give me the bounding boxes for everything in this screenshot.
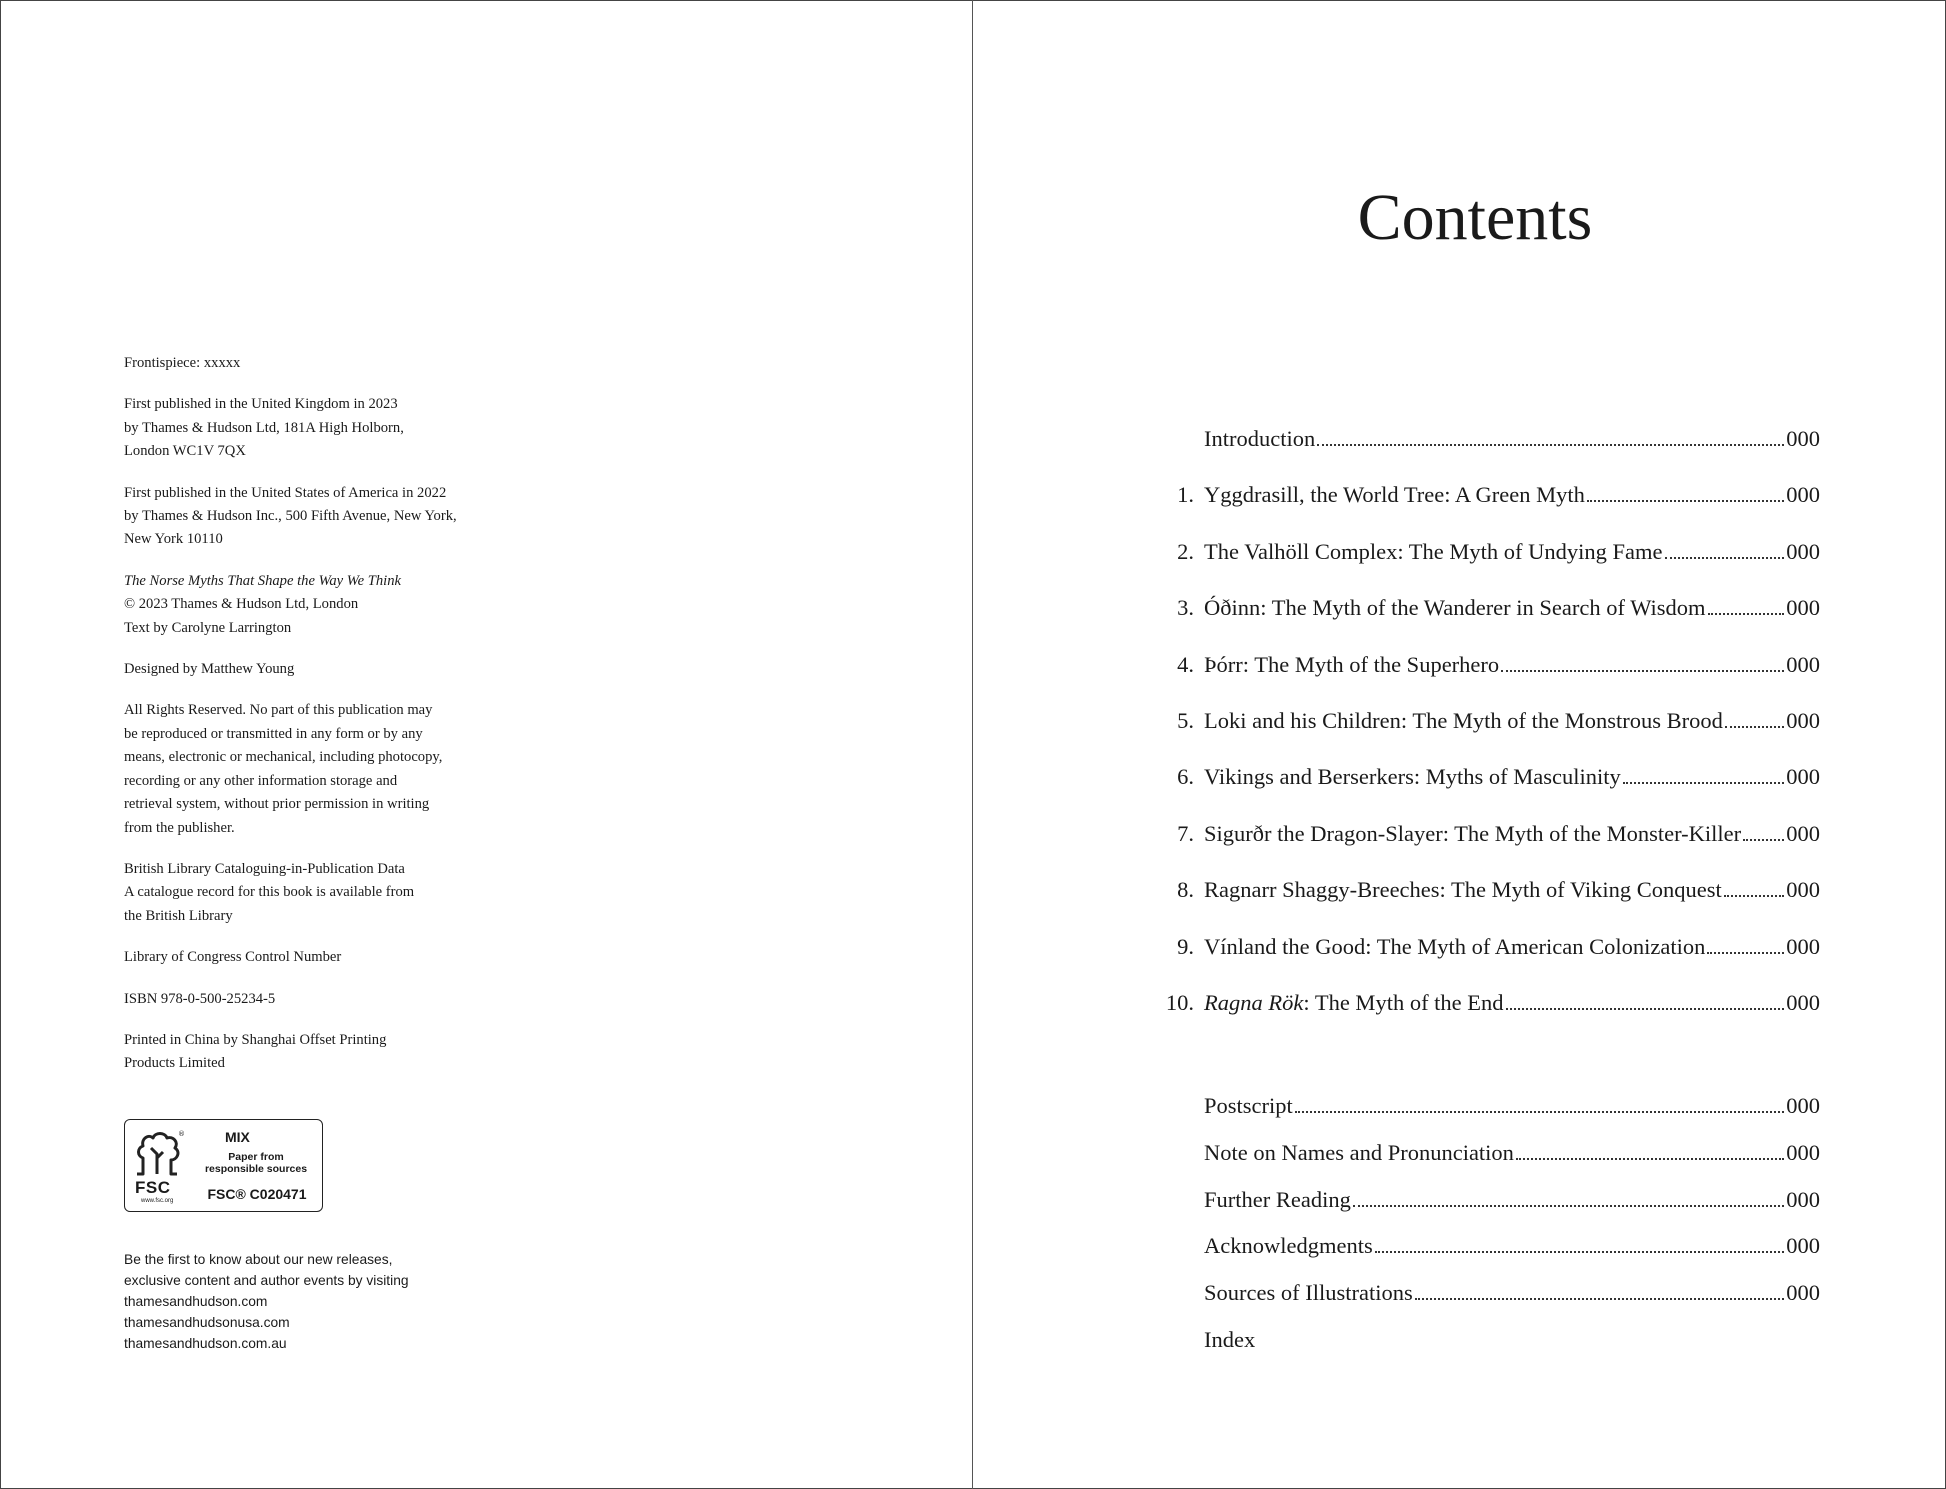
toc-entry-title: Acknowledgments (1204, 1233, 1373, 1259)
toc-entry-title: Further Reading (1204, 1186, 1351, 1212)
copyright-line: retrieval system, without prior permission in writing (124, 796, 430, 813)
toc-entry-title: The Valhöll Complex: The Myth of Undying Fame (1204, 538, 1663, 564)
toc-entry-page: 000 (1786, 1093, 1820, 1118)
fsc-code: FSC® C020471 (207, 1186, 307, 1202)
copyright-block (124, 482, 544, 552)
isbn-line: ISBN 978-0-500-25234-5 (124, 990, 276, 1007)
fsc-tree-icon (133, 1128, 185, 1180)
toc-entry-number: 6. (1177, 764, 1194, 790)
toc-leader-dots (1623, 782, 1785, 784)
toc-entry-number: 3. (1177, 595, 1194, 621)
toc-entry-page: 000 (1786, 595, 1820, 621)
toc-entry-page: 000 (1786, 1186, 1820, 1212)
book-title-line: The Norse Myths That Shape the Way We Think (124, 572, 401, 589)
copyright-line: by Thames & Hudson Ltd, 181A High Holborn, (124, 419, 404, 436)
copyright-block (124, 658, 544, 681)
copyright-line: New York 10110 (124, 531, 223, 548)
copyright-block (124, 988, 544, 1011)
toc-entry-title: Note on Names and Pronunciation (1204, 1139, 1514, 1165)
copyright-line: © 2023 Thames & Hudson Ltd, London (124, 596, 359, 613)
toc-entry-line (1204, 877, 1820, 903)
toc-entry-line (1204, 482, 1820, 508)
copyright-line: from the publisher. (124, 819, 235, 836)
toc-entry-line (1204, 1187, 1820, 1213)
copyright-line: by Thames & Hudson Inc., 500 Fifth Avenue, New York, (124, 508, 457, 525)
toc-entry-title: Þórr: The Myth of the Superhero (1204, 651, 1500, 677)
toc-leader-dots (1725, 726, 1784, 728)
toc-entry-page: 000 (1786, 651, 1820, 677)
toc-entry-title: Vikings and Berserkers: Myths of Masculinity (1204, 764, 1621, 790)
toc-entry-page: 000 (1786, 482, 1820, 508)
toc-leader-dots (1587, 500, 1784, 502)
toc-entry-page: 000 (1786, 708, 1820, 733)
toc-entry-number: 5. (1177, 708, 1194, 733)
toc-entry-title: Loki and his Children: The Myth of the Monstrous Brood (1204, 708, 1723, 733)
toc-entry-page: 000 (1786, 426, 1820, 451)
toc-entry-line (1204, 1233, 1820, 1259)
toc-entry-number: 9. (1177, 933, 1194, 959)
toc-leader-dots (1353, 1205, 1784, 1207)
toc-entry-title-italic: Ragna Rök (1204, 990, 1304, 1015)
fsc-letters: FSC (135, 1178, 171, 1197)
toc-leader-dots (1375, 1251, 1785, 1253)
fsc-logo (124, 1119, 323, 1212)
toc-entry-line (1204, 821, 1820, 847)
toc-entry-line (1204, 1327, 1820, 1353)
copyright-line: First published in the United States of America in 2022 (124, 484, 447, 501)
toc-entry-number: 2. (1177, 538, 1194, 564)
copyright-block (124, 352, 544, 375)
toc-entry-title: Óðinn: The Myth of the Wanderer in Search of Wisdom (1204, 595, 1706, 621)
toc-entry-page: 000 (1786, 1139, 1820, 1165)
fsc-url: www.fsc.org (141, 1198, 174, 1204)
fsc-paper-line: responsible sources (204, 1163, 308, 1175)
copyright-line: London WC1V 7QX (124, 443, 246, 460)
page-gutter (972, 0, 973, 1489)
copyright-block (124, 393, 544, 463)
copyright-line: A catalogue record for this book is available from (124, 884, 415, 901)
toc-entry-title: Sigurðr the Dragon-Slayer: The Myth of the Monster-Killer (1204, 820, 1742, 846)
toc-entry-title: Ragnarr Shaggy-Breeches: The Myth of Viking Conquest (1204, 877, 1722, 903)
copyright-line: Text by Carolyne Larrington (124, 619, 292, 636)
copyright-block (124, 570, 544, 640)
svg-text:®: ® (178, 1130, 185, 1138)
promo-line: exclusive content and author events by visiting (124, 1273, 409, 1288)
toc-entry-number: 10. (1165, 990, 1194, 1015)
toc-entry-page: 000 (1786, 877, 1820, 903)
toc-entry-page: 000 (1786, 820, 1820, 846)
page-title: Contents (1357, 181, 1593, 254)
toc-entry-line (1204, 1140, 1820, 1166)
toc-entry-page: 000 (1786, 990, 1820, 1015)
toc-entry-title: Yggdrasill, the World Tree: A Green Myth (1204, 482, 1585, 508)
fsc-mix-label: MIX (225, 1129, 250, 1145)
copyright-line: First published in the United Kingdom in 2023 (124, 396, 398, 413)
toc-entry-number: 1. (1177, 482, 1194, 508)
toc-leader-dots (1724, 895, 1785, 897)
copyright-line: Designed by Matthew Young (124, 661, 295, 678)
toc-leader-dots (1501, 670, 1784, 672)
toc-entry-page: 000 (1786, 1233, 1820, 1259)
toc-entry-line (1204, 1280, 1820, 1306)
copyright-line: recording or any other information storage and (124, 772, 398, 789)
promo-line: Be the first to know about our new releases, (124, 1252, 393, 1267)
toc-entry-line (1204, 708, 1820, 734)
toc-leader-dots (1743, 839, 1784, 841)
toc-entry-line (1204, 595, 1820, 621)
toc-leader-dots (1506, 1008, 1785, 1010)
fsc-paper-label (195, 1151, 317, 1175)
toc-leader-dots (1708, 613, 1785, 615)
copyright-line: means, electronic or mechanical, including photocopy, (124, 749, 443, 766)
toc-entry-line (1204, 652, 1820, 678)
toc-entry-number: 7. (1177, 820, 1194, 846)
promo-text (124, 1249, 409, 1354)
copyright-line: the British Library (124, 907, 233, 924)
toc-entry-page: 000 (1786, 1280, 1820, 1306)
copyright-line: Library of Congress Control Number (124, 949, 342, 966)
toc-leader-dots (1317, 444, 1784, 446)
toc-entry-line (1204, 426, 1820, 452)
copyright-block (124, 858, 544, 928)
copyright-line: British Library Cataloguing-in-Publication Data (124, 860, 405, 877)
toc-entry-line (1204, 934, 1820, 960)
toc-entry-number: 4. (1177, 651, 1194, 677)
promo-url: thamesandhudsonusa.com (124, 1315, 290, 1330)
toc-entry-title: Ragna Rök: The Myth of the End (1204, 990, 1504, 1015)
copyright-line: Products Limited (124, 1055, 225, 1072)
fsc-paper-line: Paper from (228, 1151, 284, 1163)
toc-entry-page: 000 (1786, 764, 1820, 790)
promo-url: thamesandhudson.com (124, 1294, 268, 1309)
toc-entry-line (1204, 539, 1820, 565)
copyright-block (124, 946, 544, 969)
copyright-block (124, 1029, 544, 1076)
toc-entry-line (1204, 1093, 1820, 1119)
toc-leader-dots (1516, 1158, 1784, 1160)
toc-entry-line (1204, 990, 1820, 1016)
toc-entry-title: Index (1204, 1327, 1256, 1352)
toc-entry-title: Introduction (1204, 426, 1316, 451)
copyright-block (124, 699, 544, 839)
toc-entry-line (1204, 764, 1820, 790)
toc-entry-number: 8. (1177, 877, 1194, 903)
toc-entry-page: 000 (1786, 538, 1820, 564)
toc-leader-dots (1665, 557, 1785, 559)
copyright-page (124, 352, 544, 1094)
toc-leader-dots (1707, 952, 1784, 954)
copyright-line: Frontispiece: xxxxx (124, 355, 241, 371)
copyright-line: All Rights Reserved. No part of this publication may (124, 702, 433, 719)
toc-leader-dots (1415, 1298, 1785, 1300)
copyright-line: be reproduced or transmitted in any form or by any (124, 725, 423, 742)
toc-entry-title: Vínland the Good: The Myth of American Colonization (1204, 933, 1706, 959)
promo-url: thamesandhudson.com.au (124, 1336, 287, 1351)
copyright-line: Printed in China by Shanghai Offset Printing (124, 1031, 387, 1048)
toc-entry-title: Sources of Illustrations (1204, 1280, 1413, 1306)
toc-entry-page: 000 (1786, 933, 1820, 959)
toc-leader-dots (1295, 1111, 1784, 1113)
toc-entry-title: Postscript (1204, 1093, 1293, 1118)
